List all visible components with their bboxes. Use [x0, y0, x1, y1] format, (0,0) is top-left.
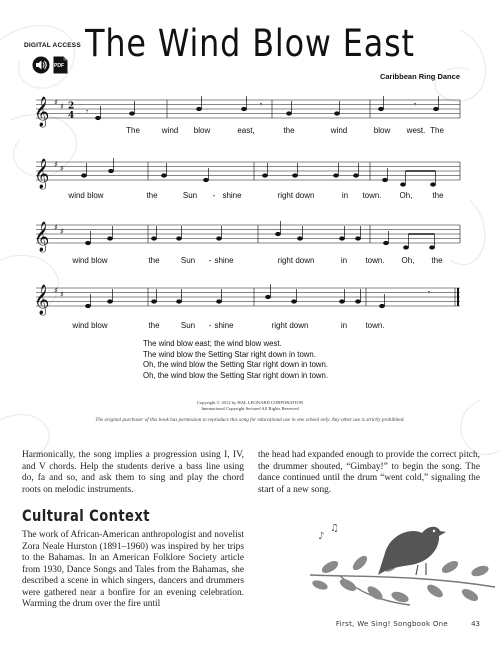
lyric: Sun — [180, 321, 196, 330]
music-note-icon: ♪ — [318, 531, 325, 542]
section-heading-cultural-context: Cultural Context — [22, 506, 150, 525]
staff-lines-2 — [36, 154, 460, 194]
lyric: town. — [365, 256, 385, 265]
lyric: The — [430, 126, 444, 135]
lyric: shine — [222, 191, 242, 200]
lyric: the — [283, 126, 295, 135]
lyric: - — [208, 321, 212, 330]
body-paragraph-cultural-context: The work of African-American anthropologist and novelist Zora Neale Hurston (1891–1960) was inspired by her trips to the Bahamas. In an American Folklore Society article from 1930, Dance Songs and Tales from the Bahamas, she described a scene in which singers, dancers and drummers were gathered near a bonfire for an evening celebration. Warming the drum over the fire until — [22, 530, 244, 609]
lyric: The — [126, 126, 140, 135]
sharp-icon: ♯ — [54, 160, 58, 169]
lyric: the — [148, 321, 160, 330]
sharp-icon: ♯ — [60, 227, 64, 236]
body-paragraph-continued: the head had expanded enough to provide the correct pitch, the drummer shouted, “Gimbay!” to begin the song. The dance continued until the drum “went cold,” signaling the start of a new song. — [258, 450, 480, 495]
lyric: in — [340, 256, 348, 265]
music-note-icon: ♫ — [330, 523, 339, 534]
lyric: blow — [373, 126, 391, 135]
lyric: in — [341, 191, 349, 200]
verse-line: The wind blow east; the wind blow west. — [143, 339, 282, 348]
lyric: shine — [214, 256, 234, 265]
footer-book-title: First, We Sing! Songbook One — [335, 620, 448, 628]
pdf-icon-label: PDF — [54, 63, 64, 69]
digital-access-label: DIGITAL ACCESS — [24, 42, 81, 49]
song-title: The Wind Blow East — [85, 22, 415, 65]
treble-clef-icon: 𝄞 — [34, 159, 50, 189]
treble-clef-icon: 𝄞 — [34, 222, 50, 252]
sharp-icon: ♯ — [54, 98, 58, 107]
lyric: west. — [406, 126, 426, 135]
treble-clef-icon: 𝄞 — [34, 285, 50, 315]
rest-icon: 𝄾 — [414, 100, 417, 109]
lyric: in — [340, 321, 348, 330]
lyric: right down — [277, 191, 315, 200]
sharp-icon: ♯ — [60, 102, 64, 111]
lyric: Sun — [180, 256, 196, 265]
lyric: the — [148, 256, 160, 265]
copyright-line: International Copyright Secured All Rights Reserved — [201, 406, 299, 411]
body-paragraph-harmony: Harmonically, the song implies a progression using I, IV, and V chords. Help the students derive a bass line using do, fa and so, and ask them to sing and play the chord roots on melodic instruments. — [22, 450, 244, 495]
sharp-icon: ♯ — [60, 290, 64, 299]
lyric: - — [208, 256, 212, 265]
lyric: the — [431, 256, 443, 265]
lyric: east, — [237, 126, 255, 135]
lyric: the — [432, 191, 444, 200]
lyric: town. — [365, 321, 385, 330]
verse-line: Oh, the wind blow the Setting Star right down in town. — [143, 370, 329, 380]
rest-icon: 𝄾 — [86, 107, 89, 116]
lyric: right down — [271, 321, 309, 330]
rest-icon: 𝄾 — [260, 100, 263, 109]
verse-text — [143, 339, 328, 381]
lyric: shine — [214, 321, 234, 330]
lyric: Oh, — [399, 191, 413, 200]
verse-line: The wind blow the Setting Star right down in town. — [143, 349, 316, 359]
time-signature-bottom: 4 — [68, 111, 75, 121]
permission-notice: The original purchaser of this book has permission to reproduce this song for educational use in one school only. Any other use is strictly prohibited. — [95, 417, 405, 423]
treble-clef-icon: 𝄞 — [34, 97, 50, 127]
lyric: wind — [161, 126, 179, 135]
staff-lines-4 — [36, 280, 460, 320]
lyric: town. — [362, 191, 382, 200]
lyric: wind blow — [72, 321, 108, 330]
verse-line: Oh, the wind blow the Setting Star right down in town. — [143, 360, 329, 369]
lyric: the — [146, 191, 158, 200]
lyric: Sun — [182, 191, 198, 200]
lyric: wind blow — [68, 191, 104, 200]
sharp-icon: ♯ — [54, 286, 58, 295]
lyric: wind — [330, 126, 348, 135]
song-style-label: Caribbean Ring Dance — [379, 72, 460, 81]
copyright-line: Copyright © 2012 by HAL LEONARD CORPORATION — [196, 400, 304, 405]
rest-icon: 𝄾 — [428, 288, 431, 297]
lyric: wind blow — [72, 256, 108, 265]
time-signature-top: 2 — [68, 101, 75, 112]
staff-lines-3 — [36, 217, 460, 257]
copyright-notice — [0, 400, 500, 412]
lyric: right down — [277, 256, 315, 265]
lyric: blow — [193, 126, 211, 135]
sharp-icon: ♯ — [60, 164, 64, 173]
bird-on-branch-illustration — [300, 505, 500, 617]
lyric: - — [212, 191, 216, 200]
sharp-icon: ♯ — [54, 223, 58, 232]
page-number: 43 — [471, 620, 480, 628]
lyric: Oh, — [401, 256, 415, 265]
